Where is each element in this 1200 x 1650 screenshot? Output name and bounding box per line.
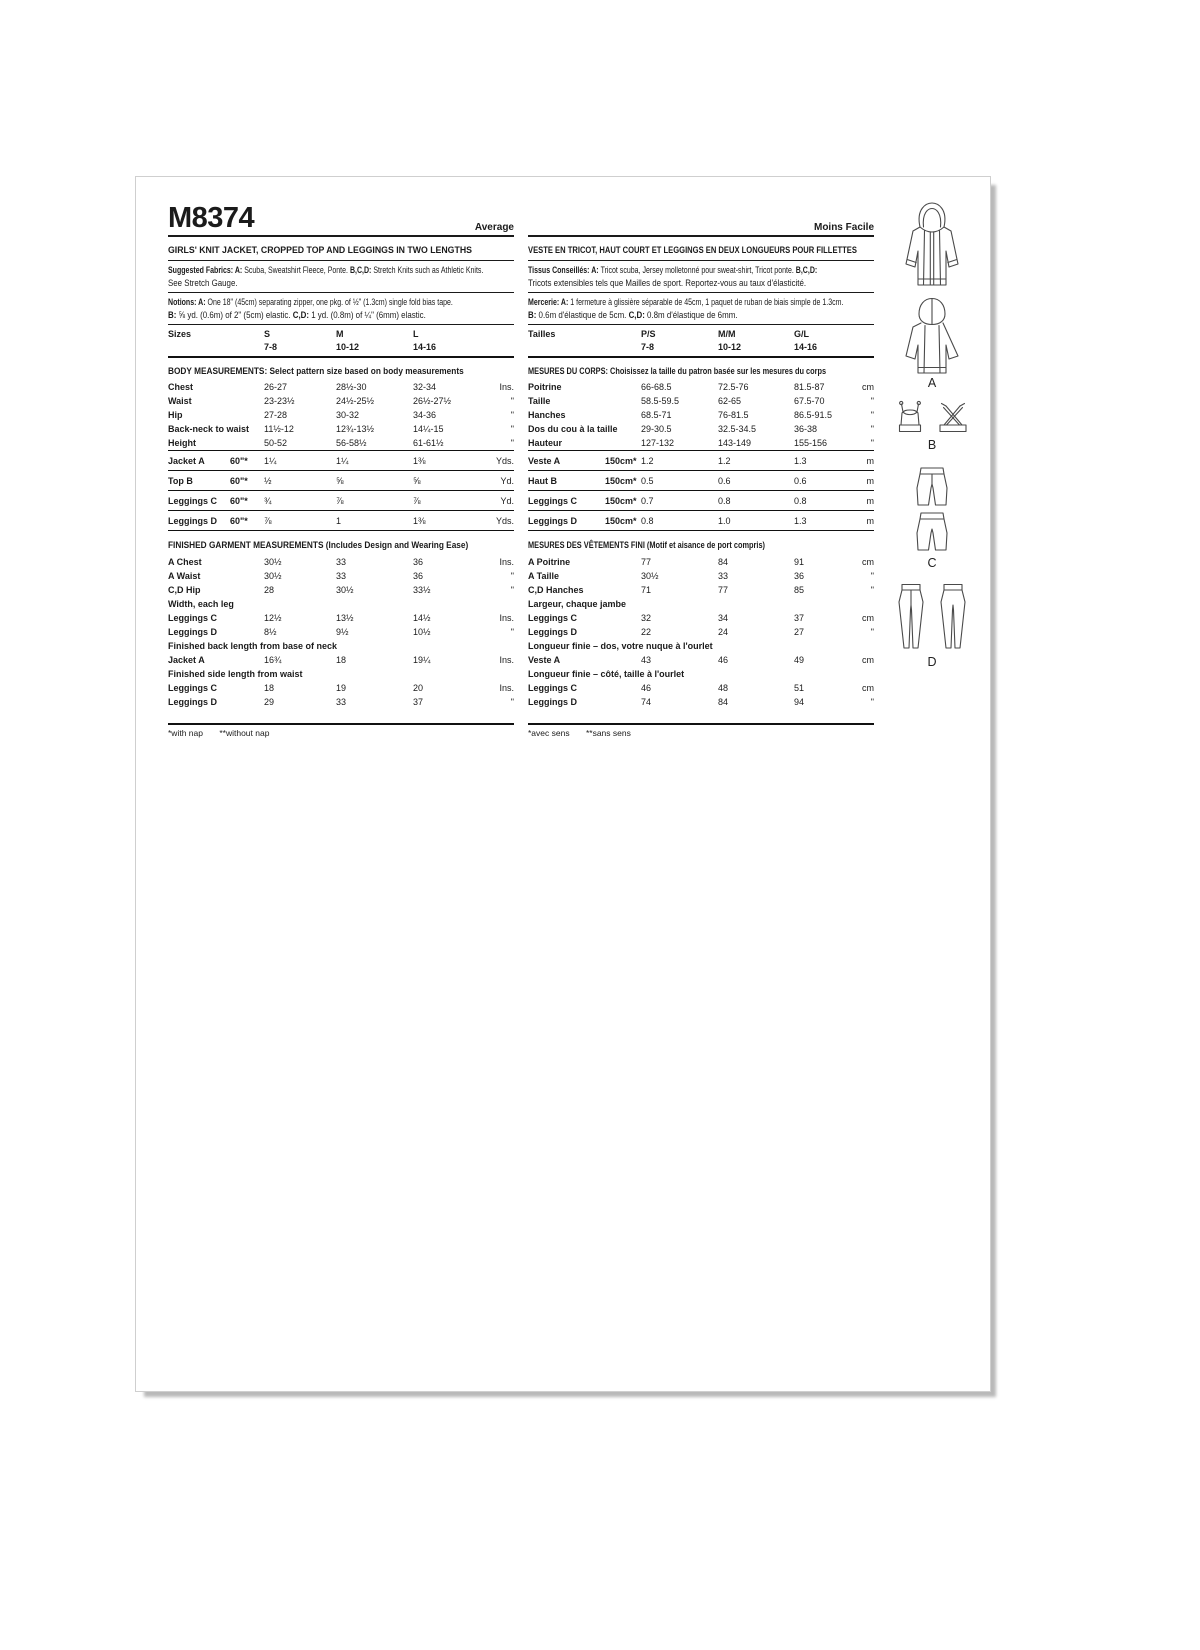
table-row: Chest 26-27 28½-30 32-34 Ins.	[168, 382, 514, 392]
sans-sens-note: **sans sens	[585, 728, 631, 738]
with-nap-note: *with nap	[168, 728, 203, 738]
table-row: Leggings D 74 84 94 "	[528, 697, 874, 707]
masthead-fr	[528, 199, 874, 237]
footnote-fr	[528, 723, 874, 738]
size-header-row: 7-8 10-12 14-16	[641, 342, 818, 352]
table-row: Jacket A 16¾ 18 19¼ Ins.	[168, 655, 514, 665]
table-row: Longueur finie – dos, votre nuque à l'ourlet	[528, 641, 713, 651]
table-row: Leggings C 60"* ¾ ⅞ ⅞ Yd.	[168, 490, 514, 510]
body-measurements-title-en: BODY MEASUREMENTS: Select pattern size based on body measurements	[168, 366, 464, 376]
size-header-fr	[528, 325, 874, 358]
view-b-group	[891, 400, 973, 436]
without-nap-note: **without nap	[219, 728, 270, 738]
table-row: Finished side length from waist	[168, 669, 303, 679]
avec-sens-note: *avec sens	[528, 728, 570, 738]
table-row: A Chest 30½ 33 36 Ins.	[168, 557, 514, 567]
view-d-label: D	[927, 655, 937, 669]
table-row: Longueur finie – côté, taille à l'ourlet	[528, 669, 685, 679]
table-row: A Poitrine 77 84 91 cm	[528, 557, 874, 567]
size-header-row: Tailles P/S M/M G/L	[528, 329, 809, 339]
table-row: Dos du cou à la taille 29-30.5 32.5-34.5 36-38 "	[528, 424, 874, 434]
view-a-label: A	[927, 376, 937, 390]
table-row: Finished back length from base of neck	[168, 641, 338, 651]
top-b-front-icon	[891, 400, 929, 436]
difficulty-rating-en: Average	[474, 222, 514, 233]
garment-description-fr: VESTE EN TRICOT, HAUT COURT ET LEGGINGS EN DEUX LONGUEURS POUR FILLETTES	[528, 237, 874, 261]
table-row: Width, each leg	[168, 599, 234, 609]
view-d-group	[892, 582, 972, 652]
jacket-a-back-icon	[895, 297, 969, 375]
table-row: Hanches 68.5-71 76-81.5 86.5-91.5 "	[528, 410, 874, 420]
masthead-en	[168, 199, 514, 237]
table-row: Leggings C 46 48 51 cm	[528, 683, 874, 693]
table-row: A Taille 30½ 33 36 "	[528, 571, 874, 581]
table-row: Leggings D 60"* ⅞ 1 1⅜ Yds.	[168, 510, 514, 530]
body-measurements-table-fr	[528, 380, 874, 450]
table-row: Top B 60"* ½ ⅝ ⅝ Yd.	[168, 470, 514, 490]
table-row: Largeur, chaque jambe	[528, 599, 627, 609]
table-row: Back-neck to waist 11½-12 12¾-13½ 14¼-15 "	[168, 424, 514, 434]
table-row: Jacket A 60"* 1¼ 1¼ 1⅜ Yds.	[168, 450, 514, 470]
size-header-row: Sizes S M L	[168, 329, 419, 339]
table-row: C,D Hip 28 30½ 33½ "	[168, 585, 514, 595]
leggings-d-front-icon	[892, 582, 930, 652]
table-row: Hip 27-28 30-32 34-36 "	[168, 410, 514, 420]
body-measurements-title-fr: MESURES DU CORPS: Choisissez la taille du patron basée sur les mesures du corps	[528, 366, 827, 376]
leggings-d-back-icon	[934, 582, 972, 652]
footnote-en	[168, 723, 514, 738]
difficulty-rating-fr: Moins Facile	[813, 222, 874, 233]
body-measurements-table-en	[168, 380, 514, 450]
size-header-en	[168, 325, 514, 358]
french-column	[528, 199, 874, 738]
table-row: Poitrine 66-68.5 72.5-76 81.5-87 cm	[528, 382, 874, 392]
table-row: Taille 58.5-59.5 62-65 67.5-70 "	[528, 396, 874, 406]
pattern-number: M8374	[168, 202, 255, 234]
table-row: Leggings D 22 24 27 "	[528, 627, 874, 637]
view-c-label: C	[927, 556, 937, 570]
jacket-a-front-icon	[895, 201, 969, 293]
pattern-sheet	[135, 176, 991, 1392]
table-row: Leggings C 32 34 37 cm	[528, 613, 874, 623]
table-row: Leggings D 150cm* 0.8 1.0 1.3 m	[528, 510, 874, 530]
table-row: Veste A 43 46 49 cm	[528, 655, 874, 665]
leggings-c-front-icon	[909, 464, 955, 509]
table-row: Veste A 150cm* 1.2 1.2 1.3 m	[528, 450, 874, 470]
yardage-table-fr	[528, 450, 874, 531]
notions-en: Notions: A: One 18" (45cm) separating zipper, one pkg. of ½" (1.3cm) single fold bias tape. B: ⅝ yd. (0.6m) of 2" (5cm) elastic. C,D: 1 yd. (0.8m) of ¼" (6mm) elastic.	[168, 293, 514, 325]
table-row: Leggings C 18 19 20 Ins.	[168, 683, 514, 693]
table-row: Hauteur 127-132 143-149 155-156 "	[528, 438, 874, 448]
finished-measurements-table-fr	[528, 555, 874, 709]
table-row: Leggings C 150cm* 0.7 0.8 0.8 m	[528, 490, 874, 510]
garment-illustrations	[886, 201, 978, 669]
table-row: Leggings C 12½ 13½ 14½ Ins.	[168, 613, 514, 623]
table-row: C,D Hanches 71 77 85 "	[528, 585, 874, 595]
table-row: Height 50-52 56-58½ 61-61½ "	[168, 438, 514, 448]
table-row: Waist 23-23½ 24½-25½ 26½-27½ "	[168, 396, 514, 406]
yardage-table-en	[168, 450, 514, 531]
finished-measurements-title-fr: MESURES DES VÊTEMENTS FINI (Motif et aisance de port compris)	[528, 540, 766, 550]
view-b-label: B	[927, 438, 937, 452]
finished-measurements-table-en	[168, 555, 514, 709]
table-row: Haut B 150cm* 0.5 0.6 0.6 m	[528, 470, 874, 490]
size-header-row: 7-8 10-12 14-16	[264, 342, 437, 352]
garment-description-en: GIRLS' KNIT JACKET, CROPPED TOP AND LEGGINGS IN TWO LENGTHS	[168, 237, 514, 261]
table-row: A Waist 30½ 33 36 "	[168, 571, 514, 581]
top-b-back-icon	[933, 400, 973, 436]
table-row: Leggings D 29 33 37 "	[168, 697, 514, 707]
table-row: Leggings D 8½ 9½ 10½ "	[168, 627, 514, 637]
english-column	[168, 199, 514, 738]
leggings-c-back-icon	[909, 509, 955, 554]
suggested-fabrics-en: Suggested Fabrics: A: Scuba, Sweatshirt Fleece, Ponte. B,C,D: Stretch Knits such as Athletic Knits. See Stretch Gauge.	[168, 261, 514, 293]
notions-fr: Mercerie: A: 1 fermeture à glissière séparable de 45cm, 1 paquet de ruban de biais simple de 1.3cm. B: 0.6m d'élastique de 5cm. C,D: 0.8m d'élastique de 6mm.	[528, 293, 874, 325]
suggested-fabrics-fr: Tissus Conseillés: A: Tricot scuba, Jersey molletonné pour sweat-shirt, Tricot ponte. B,C,D: Tricots extensibles tels que Mailles de sport. Reportez-vous au taux d'élasticité.	[528, 261, 874, 293]
finished-measurements-title-en: FINISHED GARMENT MEASUREMENTS (Includes Design and Wearing Ease)	[168, 540, 469, 550]
